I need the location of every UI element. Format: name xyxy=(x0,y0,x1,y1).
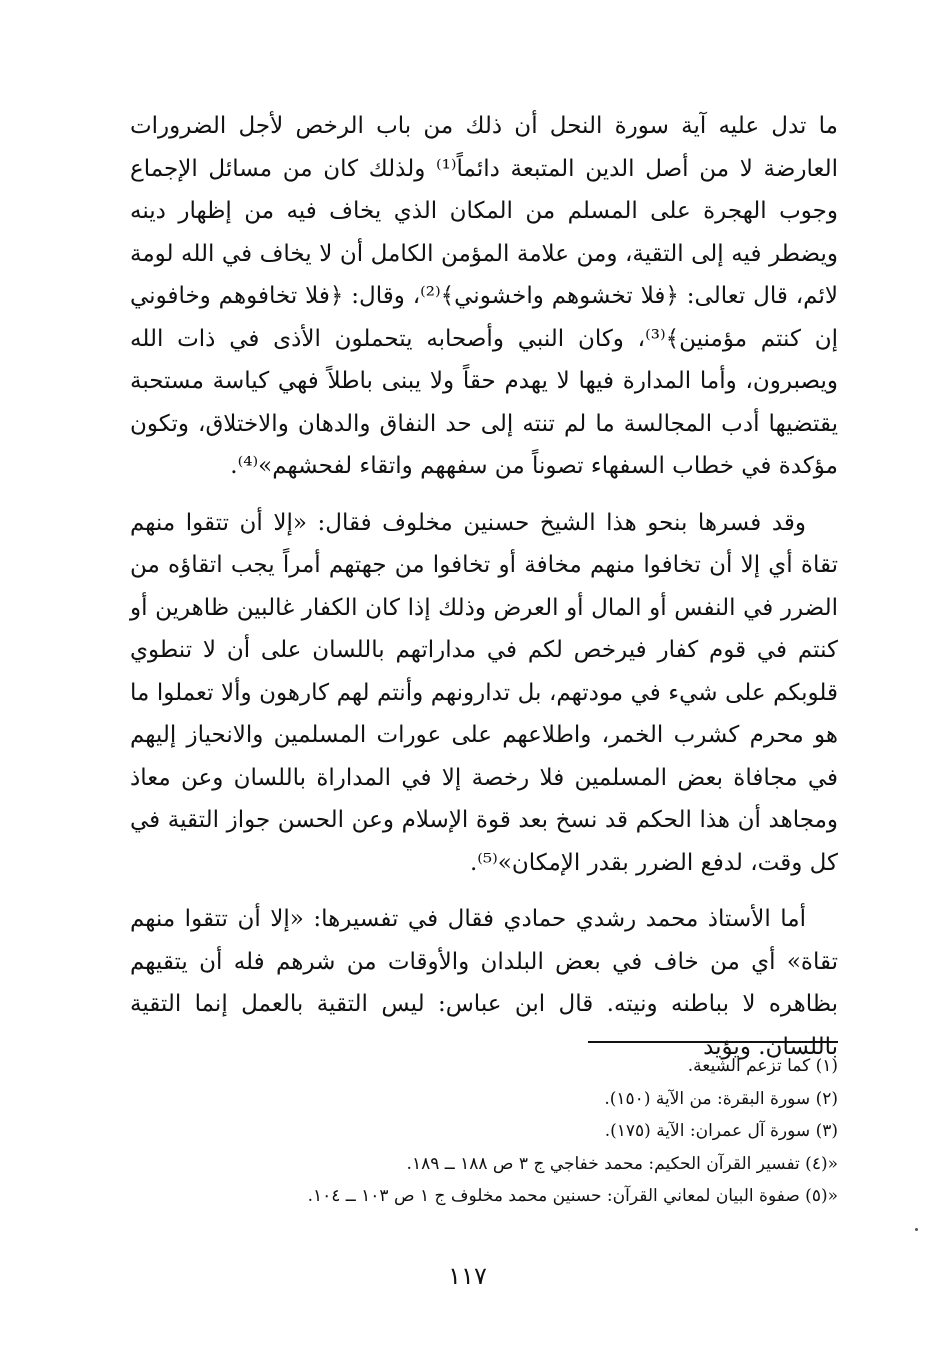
paragraph-1: ما تدل عليه آية سورة النحل أن ذلك من باب الرخص لأجل الضرورات العارضة لا من أصل الدين المتبعة دائماً⁽¹⁾ ولذلك كان من مسائل الإجماع وجوب الهجرة على المسلم من المكان الذي يخاف فيه من إظهار دينه ويضطر فيه إلى التقية، ومن علامة المؤمن الكامل أن لا يخاف في الله لومة لائم، قال تعالى: ﴿فلا تخشوهم واخشوني﴾⁽²⁾، وقال: ﴿فلا تخافوهم وخافوني إن كنتم مؤمنين﴾⁽³⁾، وكان النبي وأصحابه يتحملون الأذى في ذات الله ويصبرون، وأما المدارة فيها لا يهدم حقاً ولا يبنى باطلاً فهي كياسة مستحبة يقتضيها أدب المجالسة ما لم تنته إلى حد النفاق والدهان والاختلاق، وتكون مؤكدة في خطاب السفهاء تصوناً من سفههم واتقاء لفحشهم»⁽⁴⁾. xyxy=(130,113,838,479)
paragraph-2: وقد فسرها بنحو هذا الشيخ حسنين مخلوف فقال: «إلا أن تتقوا منهم تقاة أي إلا أن تخافوا منهم مخافة أو تخافوا من جهتهم أمراً يجب اتقاؤه من الضرر في النفس أو المال أو العرض وذلك إذا كان الكفار غالبين ظاهرين أو كنتم في قوم كفار فيرخص لكم في مداراتهم باللسان على أن لا تنطوي قلوبكم على شيء في مودتهم، بل تدارونهم وأنتم لهم كارهون وألا تعملوا ما هو محرم كشرب الخمر، واطلاعهم على عورات المسلمين والانحياز إليهم في مجافاة بعض المسلمين فلا رخصة إلا في المداراة باللسان وعن معاذ ومجاهد أن هذا الحكم قد نسخ بعد قوة الإسلام وعن الحسن جواز التقية في كل وقت، لدفع الضرر بقدر الإمكان»⁽⁵⁾. xyxy=(130,509,838,876)
main-text xyxy=(130,105,838,1082)
footnotes xyxy=(130,1050,838,1213)
footnote-1: (١) كما تزعم الشيعة. xyxy=(687,1056,838,1076)
paragraph-3: أما الأستاذ محمد رشدي حمادي فقال في تفسيرها: «إلا أن تتقوا منهم تقاة» أي من خاف في بعض البلدان والأوقات من شرهم فله أن يتقيهم بظاهره لا بباطنه ونيته. قال ابن عباس: ليس التقية بالعمل إنما التقية باللسان. ويؤيد xyxy=(130,906,838,1060)
footnote-3: (٣) سورة آل عمران: الآية (١٧٥). xyxy=(604,1121,838,1141)
footnote-4: «(٤) تفسير القرآن الحكيم: محمد خفاجي ج ٣ ص ١٨٨ ــ ١٨٩. xyxy=(406,1153,838,1174)
page-number: ١١٧ xyxy=(448,1262,487,1290)
footnote-2: (٢) سورة البقرة: من الآية (١٥٠). xyxy=(604,1088,838,1109)
scan-speck xyxy=(915,1228,918,1231)
footnote-5: «(٥) صفوة البيان لمعاني القرآن: حسنين محمد مخلوف ج ١ ص ١٠٣ ــ ١٠٤. xyxy=(307,1186,838,1206)
footnote-separator xyxy=(588,1041,838,1043)
